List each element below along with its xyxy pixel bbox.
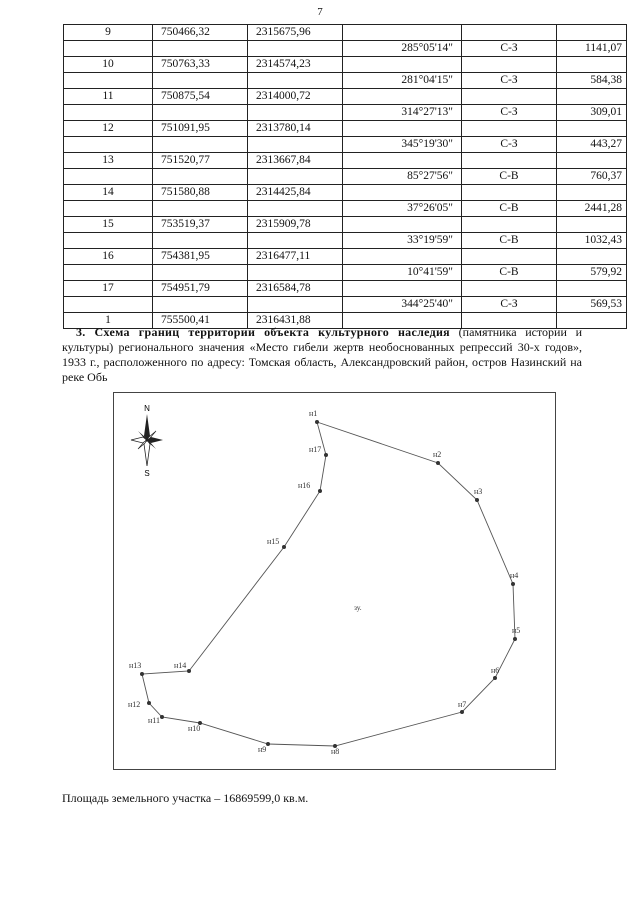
cell-dir: С-З (462, 297, 557, 313)
cell-angle (343, 57, 462, 73)
table-row-point (64, 249, 627, 265)
boundary-point-label: н7 (458, 700, 467, 709)
cell-length (557, 249, 627, 265)
boundary-point-label: н10 (188, 724, 201, 733)
cell-x (153, 201, 248, 217)
cell-y (248, 73, 343, 89)
boundary-point-marker (513, 637, 517, 641)
cell-angle: 345°19'30" (343, 137, 462, 153)
boundary-point-marker (324, 453, 328, 457)
table-row-segment (64, 297, 627, 313)
boundary-point-marker (475, 498, 479, 502)
cell-length (557, 89, 627, 105)
cell-x: 750466,32 (153, 25, 248, 41)
cell-length (557, 57, 627, 73)
cell-angle (343, 89, 462, 105)
cell-num: 15 (64, 217, 153, 233)
cell-x: 750763,33 (153, 57, 248, 73)
cell-length: 760,37 (557, 169, 627, 185)
cell-x (153, 265, 248, 281)
cell-dir: С-В (462, 201, 557, 217)
cell-num (64, 233, 153, 249)
boundary-map-svg (114, 393, 557, 771)
cell-x: 754951,79 (153, 281, 248, 297)
boundary-point-marker (315, 420, 319, 424)
section-heading (62, 325, 582, 385)
cell-dir (462, 25, 557, 41)
cell-length (557, 25, 627, 41)
cell-x: 753519,37 (153, 217, 248, 233)
boundary-map (113, 392, 556, 770)
cell-y: 2313780,14 (248, 121, 343, 137)
cell-angle: 285°05'14" (343, 41, 462, 57)
table-row-point (64, 217, 627, 233)
cell-length (557, 185, 627, 201)
boundary-layer (128, 409, 520, 756)
boundary-point-label: н5 (512, 626, 521, 635)
cell-x: 751091,95 (153, 121, 248, 137)
boundary-point-label: н9 (258, 745, 267, 754)
cell-angle (343, 185, 462, 201)
coordinates-table (63, 24, 627, 329)
cell-dir: С-В (462, 169, 557, 185)
cell-num (64, 105, 153, 121)
cell-num: 17 (64, 281, 153, 297)
cell-length (557, 121, 627, 137)
boundary-point-marker (493, 676, 497, 680)
cell-dir: С-З (462, 73, 557, 89)
cell-length (557, 153, 627, 169)
cell-dir (462, 57, 557, 73)
cell-angle: 10°41'59" (343, 265, 462, 281)
cell-length (557, 281, 627, 297)
cell-angle (343, 153, 462, 169)
section-heading-text: (памятника истории и культуры) регионального значения «Место гибели жертв необоснованных репрессий 30-х годов», 1933 г., расположенного по адресу: Томская область, Александровский район, остров Назинский на реке Обь (62, 325, 582, 384)
boundary-point-label: н8 (331, 747, 340, 756)
table-row-segment (64, 73, 627, 89)
boundary-point-marker (318, 489, 322, 493)
table-row-point (64, 153, 627, 169)
cell-angle (343, 249, 462, 265)
compass-rose-icon (131, 404, 163, 478)
cell-x: 755500,41 (153, 313, 248, 329)
cell-y: 2315909,78 (248, 217, 343, 233)
boundary-point-marker (140, 672, 144, 676)
table-row-point (64, 185, 627, 201)
cell-angle: 344°25'40" (343, 297, 462, 313)
table-row-segment (64, 137, 627, 153)
cell-y: 2315675,96 (248, 25, 343, 41)
cell-x: 751520,77 (153, 153, 248, 169)
cell-y: 2313667,84 (248, 153, 343, 169)
cell-x (153, 41, 248, 57)
page-number: 7 (317, 6, 323, 18)
cell-y (248, 41, 343, 57)
cell-dir (462, 89, 557, 105)
cell-num: 11 (64, 89, 153, 105)
table-row-segment (64, 265, 627, 281)
cell-dir (462, 217, 557, 233)
cell-x (153, 169, 248, 185)
section-heading-bold: 3. Схема границ территории объекта культурного наследия (76, 325, 450, 339)
cell-angle: 314°27'13" (343, 105, 462, 121)
cell-num (64, 73, 153, 89)
cell-num (64, 41, 153, 57)
map-center-label: зу. (354, 603, 362, 612)
cell-angle (343, 217, 462, 233)
cell-y: 2316431,88 (248, 313, 343, 329)
boundary-point-label: н4 (510, 571, 519, 580)
cell-num: 13 (64, 153, 153, 169)
cell-dir (462, 153, 557, 169)
cell-dir (462, 249, 557, 265)
cell-angle (343, 281, 462, 297)
boundary-point-marker (266, 742, 270, 746)
cell-y (248, 105, 343, 121)
cell-angle: 281°04'15" (343, 73, 462, 89)
table-row-point (64, 57, 627, 73)
cell-angle: 33°19'59" (343, 233, 462, 249)
boundary-point-marker (460, 710, 464, 714)
cell-dir (462, 185, 557, 201)
compass-south-label: S (144, 469, 150, 478)
cell-num: 10 (64, 57, 153, 73)
table-row-point (64, 25, 627, 41)
cell-y: 2314000,72 (248, 89, 343, 105)
cell-x: 750875,54 (153, 89, 248, 105)
boundary-point-label: н3 (474, 487, 483, 496)
cell-num (64, 265, 153, 281)
cell-num (64, 297, 153, 313)
cell-y: 2316477,11 (248, 249, 343, 265)
table-row-segment (64, 41, 627, 57)
cell-length: 309,01 (557, 105, 627, 121)
cell-y: 2314425,84 (248, 185, 343, 201)
cell-num: 16 (64, 249, 153, 265)
boundary-point-marker (436, 461, 440, 465)
table-row-segment (64, 233, 627, 249)
cell-x (153, 105, 248, 121)
cell-angle: 85°27'56" (343, 169, 462, 185)
boundary-point-label: н13 (129, 661, 142, 670)
boundary-point-label: н2 (433, 450, 442, 459)
cell-length: 2441,28 (557, 201, 627, 217)
cell-y (248, 169, 343, 185)
cell-x (153, 233, 248, 249)
boundary-point-label: н17 (309, 445, 322, 454)
table-row-point (64, 89, 627, 105)
cell-angle: 37°26'05" (343, 201, 462, 217)
boundary-point-label: н6 (491, 666, 500, 675)
cell-y (248, 297, 343, 313)
area-text: Площадь земельного участка – 16869599,0 кв.м. (62, 791, 309, 805)
boundary-point-label: н14 (174, 661, 187, 670)
cell-dir: С-В (462, 265, 557, 281)
cell-num: 9 (64, 25, 153, 41)
cell-angle (343, 25, 462, 41)
table-row-point (64, 121, 627, 137)
cell-y (248, 233, 343, 249)
cell-num (64, 201, 153, 217)
cell-length: 579,92 (557, 265, 627, 281)
boundary-line (142, 422, 515, 746)
cell-x: 754381,95 (153, 249, 248, 265)
table-row-segment (64, 201, 627, 217)
cell-dir: С-З (462, 105, 557, 121)
cell-num: 1 (64, 313, 153, 329)
cell-y: 2316584,78 (248, 281, 343, 297)
cell-length: 443,27 (557, 137, 627, 153)
boundary-point-marker (187, 669, 191, 673)
cell-length: 584,38 (557, 73, 627, 89)
cell-dir (462, 281, 557, 297)
cell-num: 12 (64, 121, 153, 137)
cell-x (153, 297, 248, 313)
cell-dir: С-З (462, 137, 557, 153)
boundary-point-label: н15 (267, 537, 280, 546)
table-row-segment (64, 105, 627, 121)
cell-length: 1032,43 (557, 233, 627, 249)
boundary-point-marker (282, 545, 286, 549)
cell-y: 2314574,23 (248, 57, 343, 73)
boundary-point-marker (511, 582, 515, 586)
cell-dir: С-В (462, 233, 557, 249)
table-row-segment (64, 169, 627, 185)
boundary-point-label: н16 (298, 481, 311, 490)
compass-north-label: N (144, 404, 150, 413)
cell-num (64, 169, 153, 185)
cell-num: 14 (64, 185, 153, 201)
boundary-point-marker (147, 701, 151, 705)
cell-angle (343, 121, 462, 137)
table-row-point (64, 281, 627, 297)
boundary-point-marker (160, 715, 164, 719)
boundary-point-label: н11 (148, 716, 160, 725)
cell-y (248, 265, 343, 281)
cell-y (248, 137, 343, 153)
boundary-point-label: н12 (128, 700, 141, 709)
boundary-point-label: н1 (309, 409, 318, 418)
cell-x: 751580,88 (153, 185, 248, 201)
cell-length (557, 217, 627, 233)
cell-length: 1141,07 (557, 41, 627, 57)
cell-length: 569,53 (557, 297, 627, 313)
cell-dir (462, 121, 557, 137)
cell-dir: С-З (462, 41, 557, 57)
cell-num (64, 137, 153, 153)
cell-x (153, 73, 248, 89)
cell-x (153, 137, 248, 153)
cell-y (248, 201, 343, 217)
